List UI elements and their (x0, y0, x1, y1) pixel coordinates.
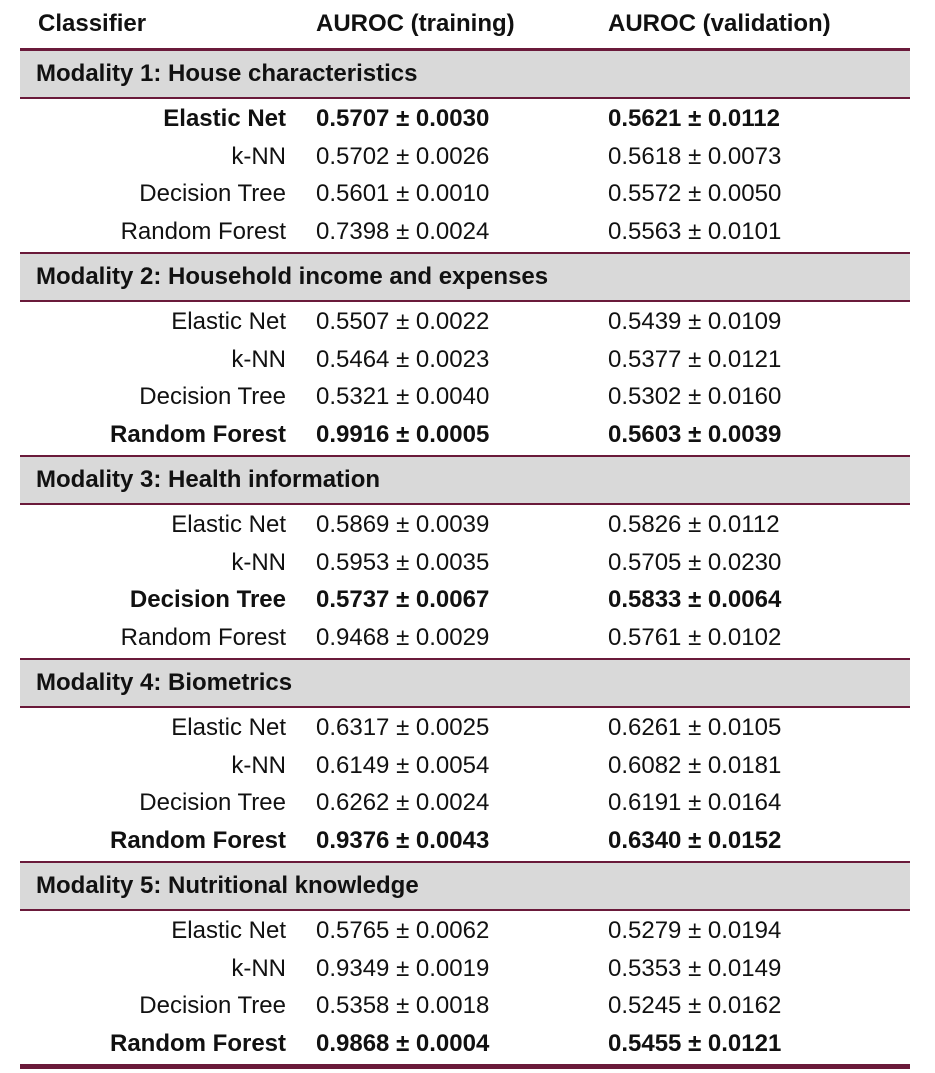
table-row (20, 544, 910, 582)
header-classifier: Classifier (38, 10, 147, 37)
auroc-training-cell: 0.9868 ± 0.0004 (316, 1029, 490, 1057)
table-row (20, 303, 910, 341)
auroc-training-cell: 0.5358 ± 0.0018 (316, 992, 490, 1019)
auroc-training-cell: 0.5601 ± 0.0010 (316, 180, 490, 207)
auroc-validation-cell: 0.5377 ± 0.0121 (608, 345, 782, 373)
section-body (20, 911, 910, 1064)
auroc-validation-cell: 0.6340 ± 0.0152 (608, 826, 782, 854)
auroc-training-cell: 0.5869 ± 0.0039 (316, 511, 490, 538)
auroc-validation-cell: 0.5563 ± 0.0101 (608, 217, 782, 245)
auroc-training-cell: 0.9376 ± 0.0043 (316, 826, 490, 854)
auroc-validation-cell: 0.5455 ± 0.0121 (608, 1029, 782, 1057)
results-table (20, 0, 910, 1069)
auroc-training-cell: 0.9916 ± 0.0005 (316, 420, 490, 448)
header-auroc-validation: AUROC (validation) (608, 10, 831, 37)
auroc-training-cell: 0.5464 ± 0.0023 (316, 345, 490, 373)
auroc-validation-cell: 0.5705 ± 0.0230 (608, 548, 782, 576)
classifier-cell: Elastic Net (171, 511, 286, 538)
table-row (20, 1025, 910, 1063)
table-row (20, 175, 910, 213)
classifier-cell: Decision Tree (139, 789, 286, 816)
auroc-validation-cell: 0.5761 ± 0.0102 (608, 623, 782, 651)
auroc-validation-cell: 0.5302 ± 0.0160 (608, 383, 782, 410)
classifier-cell: Decision Tree (139, 992, 286, 1019)
table-sections (20, 51, 910, 1069)
auroc-validation-cell: 0.5833 ± 0.0064 (608, 586, 782, 613)
classifier-cell: Elastic Net (163, 105, 286, 132)
table-row (20, 912, 910, 950)
classifier-cell: Elastic Net (171, 714, 286, 741)
section-body (20, 505, 910, 658)
section-body (20, 99, 910, 252)
classifier-cell: Random Forest (109, 1029, 286, 1057)
auroc-validation-cell: 0.5572 ± 0.0050 (608, 180, 782, 207)
auroc-training-cell: 0.9468 ± 0.0029 (316, 623, 490, 651)
auroc-validation-cell: 0.5603 ± 0.0039 (608, 420, 782, 448)
table-row (20, 213, 910, 251)
section-body (20, 302, 910, 455)
classifier-cell: Random Forest (109, 420, 286, 448)
table-bottom-rule (20, 1064, 910, 1069)
auroc-training-cell: 0.5737 ± 0.0067 (316, 586, 490, 613)
table-row (20, 987, 910, 1025)
auroc-validation-cell: 0.6191 ± 0.0164 (608, 789, 782, 816)
table-row (20, 747, 910, 785)
table-row (20, 378, 910, 416)
classifier-cell: k-NN (231, 345, 286, 373)
header-auroc-training: AUROC (training) (316, 10, 515, 37)
table-row (20, 784, 910, 822)
section-heading: Modality 5: Nutritional knowledge (20, 863, 910, 909)
auroc-validation-cell: 0.5245 ± 0.0162 (608, 992, 782, 1019)
auroc-validation-cell: 0.6261 ± 0.0105 (608, 714, 782, 741)
auroc-validation-cell: 0.6082 ± 0.0181 (608, 751, 782, 779)
auroc-training-cell: 0.6262 ± 0.0024 (316, 789, 490, 816)
auroc-training-cell: 0.7398 ± 0.0024 (316, 217, 490, 245)
section-body (20, 708, 910, 861)
table-row (20, 100, 910, 138)
classifier-cell: Decision Tree (139, 383, 286, 410)
auroc-validation-cell: 0.5439 ± 0.0109 (608, 308, 782, 335)
table-row (20, 506, 910, 544)
classifier-cell: k-NN (231, 954, 286, 982)
table-row (20, 950, 910, 988)
auroc-training-cell: 0.5953 ± 0.0035 (316, 548, 490, 576)
classifier-cell: Decision Tree (139, 180, 286, 207)
table-row (20, 619, 910, 657)
table-row (20, 416, 910, 454)
auroc-training-cell: 0.5702 ± 0.0026 (316, 142, 490, 170)
classifier-cell: k-NN (231, 548, 286, 576)
section-heading: Modality 3: Health information (20, 457, 910, 503)
classifier-cell: Random Forest (120, 623, 286, 651)
auroc-training-cell: 0.9349 ± 0.0019 (316, 954, 490, 982)
classifier-cell: Random Forest (120, 217, 286, 245)
table-row (20, 581, 910, 619)
table-row (20, 822, 910, 860)
table-row (20, 138, 910, 176)
auroc-validation-cell: 0.5353 ± 0.0149 (608, 954, 782, 982)
auroc-training-cell: 0.5321 ± 0.0040 (316, 383, 490, 410)
classifier-cell: k-NN (231, 142, 286, 170)
auroc-training-cell: 0.5765 ± 0.0062 (316, 917, 490, 944)
table-row (20, 341, 910, 379)
section-heading: Modality 1: House characteristics (20, 51, 910, 97)
auroc-training-cell: 0.5507 ± 0.0022 (316, 308, 490, 335)
section-heading: Modality 2: Household income and expenses (20, 254, 910, 300)
classifier-cell: Elastic Net (171, 308, 286, 335)
classifier-cell: k-NN (231, 751, 286, 779)
table-row (20, 709, 910, 747)
table-header-row (20, 0, 910, 48)
auroc-validation-cell: 0.5621 ± 0.0112 (608, 105, 780, 132)
classifier-cell: Random Forest (109, 826, 286, 854)
auroc-training-cell: 0.6317 ± 0.0025 (316, 714, 490, 741)
auroc-training-cell: 0.5707 ± 0.0030 (316, 105, 490, 132)
auroc-validation-cell: 0.5279 ± 0.0194 (608, 917, 782, 944)
auroc-validation-cell: 0.5618 ± 0.0073 (608, 142, 782, 170)
auroc-training-cell: 0.6149 ± 0.0054 (316, 751, 490, 779)
classifier-cell: Elastic Net (171, 917, 286, 944)
auroc-validation-cell: 0.5826 ± 0.0112 (608, 511, 780, 538)
section-heading: Modality 4: Biometrics (20, 660, 910, 706)
classifier-cell: Decision Tree (129, 586, 286, 613)
